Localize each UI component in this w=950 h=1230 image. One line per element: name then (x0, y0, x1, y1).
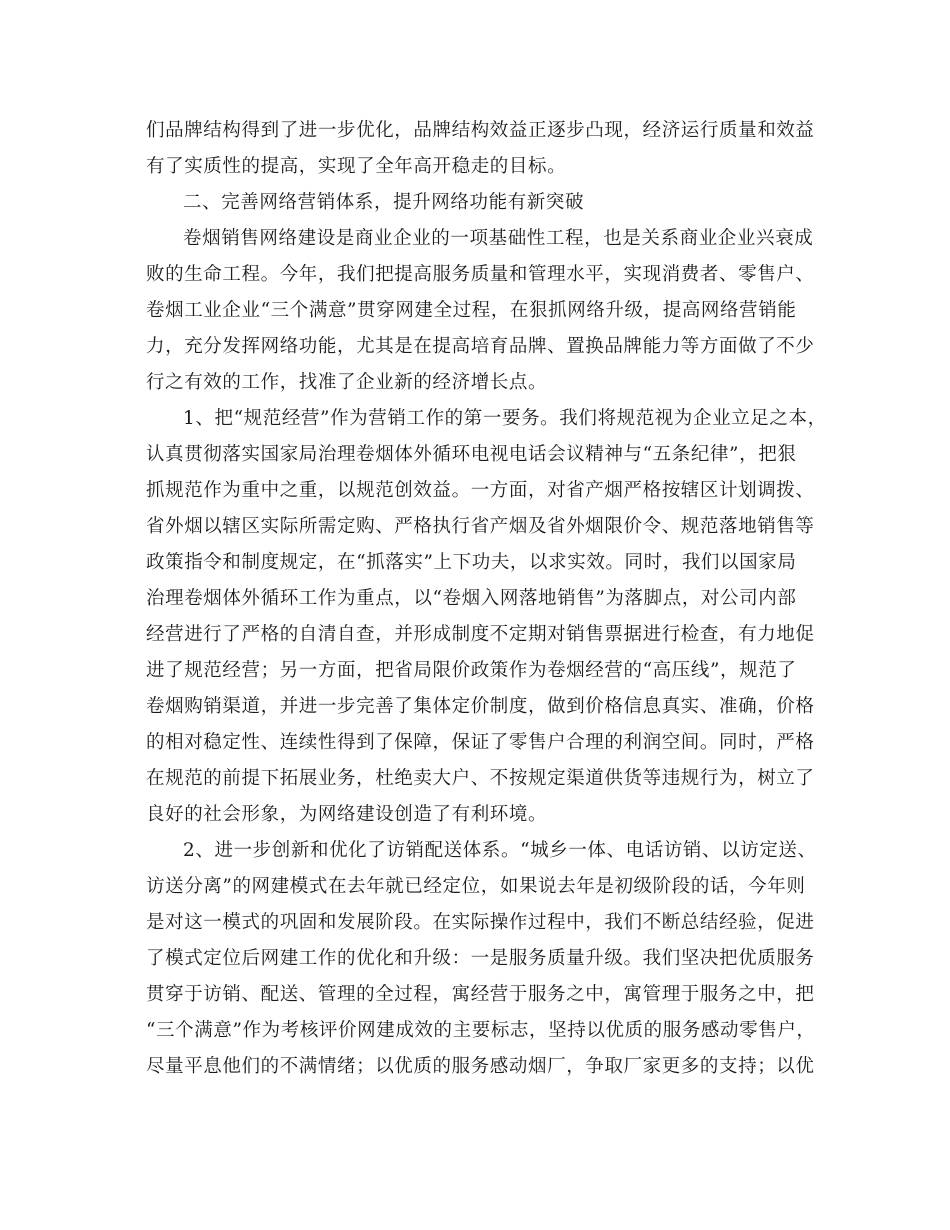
text-line: 了模式定位后网建工作的优化和升级：一是服务质量升级。我们坚决把优质服务 (146, 948, 815, 969)
text-line: 在规范的前提下拓展业务，杜绝卖大户、不按规定渠道供货等违规行为，树立了 (146, 768, 815, 789)
text-line: “三个满意”作为考核评价网建成效的主要标志，坚持以优质的服务感动零售户， (146, 1020, 816, 1041)
text-line: 尽量平息他们的不满情绪；以优质的服务感动烟厂，争取厂家更多的支持；以优 (146, 1056, 815, 1077)
text-line: 经营进行了严格的自清自查，并形成制度不定期对销售票据进行检查，有力地促 (146, 624, 815, 645)
text-line: 行之有效的工作，找准了企业新的经济增长点。 (146, 372, 548, 393)
text-line: 力，充分发挥网络功能，尤其是在提高培育品牌、置换品牌能力等方面做了不少 (146, 336, 815, 357)
text-line: 败的生命工程。今年，我们把提高服务质量和管理水平，实现消费者、零售户、 (146, 264, 815, 285)
text-line: 卷烟销售网络建设是商业企业的一项基础性工程，也是关系商业企业兴衰成 (183, 228, 814, 249)
text-line: 卷烟工业企业“三个满意”贯穿网建全过程，在狠抓网络升级，提高网络营销能 (146, 300, 797, 321)
text-line: 贯穿于访销、配送、管理的全过程，寓经营于服务之中，寓管理于服务之中，把 (146, 984, 815, 1005)
text-line: 良好的社会形象，为网络建设创造了有利环境。 (146, 804, 548, 825)
text-line: 抓规范作为重中之重，以规范创效益。一方面，对省产烟严格按辖区计划调拨、 (146, 480, 815, 501)
text-line: 的相对稳定性、连续性得到了保障，保证了零售户合理的利润空间。同时，严格 (146, 732, 815, 753)
text-line: 们品牌结构得到了进一步优化，品牌结构效益正逐步凸现，经济运行质量和效益 (146, 120, 815, 141)
text-line: 有了实质性的提高，实现了全年高开稳走的目标。 (146, 156, 567, 177)
text-line: 2、进一步创新和优化了访销配送体系。“城乡一体、电话访销、以访定送、 (183, 840, 817, 861)
text-line: 1、把“规范经营”作为营销工作的第一要务。我们将规范视为企业立足之本， (183, 408, 827, 429)
text-line: 认真贯彻落实国家局治理卷烟体外循环电视电话会议精神与“五条纪律”，把狠 (146, 444, 797, 465)
text-line: 是对这一模式的巩固和发展阶段。在实际操作过程中，我们不断总结经验，促进 (146, 912, 815, 933)
text-line: 卷烟购销渠道，并进一步完善了集体定价制度，做到价格信息真实、准确，价格 (146, 696, 815, 717)
text-line: 访送分离”的网建模式在去年就已经定位，如果说去年是初级阶段的话，今年则 (146, 876, 806, 897)
text-line: 进了规范经营；另一方面，把省局限价政策作为卷烟经营的“高压线”，规范了 (146, 660, 797, 681)
text-line: 治理卷烟体外循环工作为重点，以“卷烟入网落地销售”为落脚点，对公司内部 (146, 588, 797, 609)
text-line: 政策指令和制度规定，在“抓落实”上下功夫，以求实效。同时，我们以国家局 (146, 552, 797, 573)
text-line: 省外烟以辖区实际所需定购、严格执行省产烟及省外烟限价令、规范落地销售等 (146, 516, 815, 537)
section-heading: 二、完善网络营销体系，提升网络功能有新突破 (183, 192, 585, 213)
